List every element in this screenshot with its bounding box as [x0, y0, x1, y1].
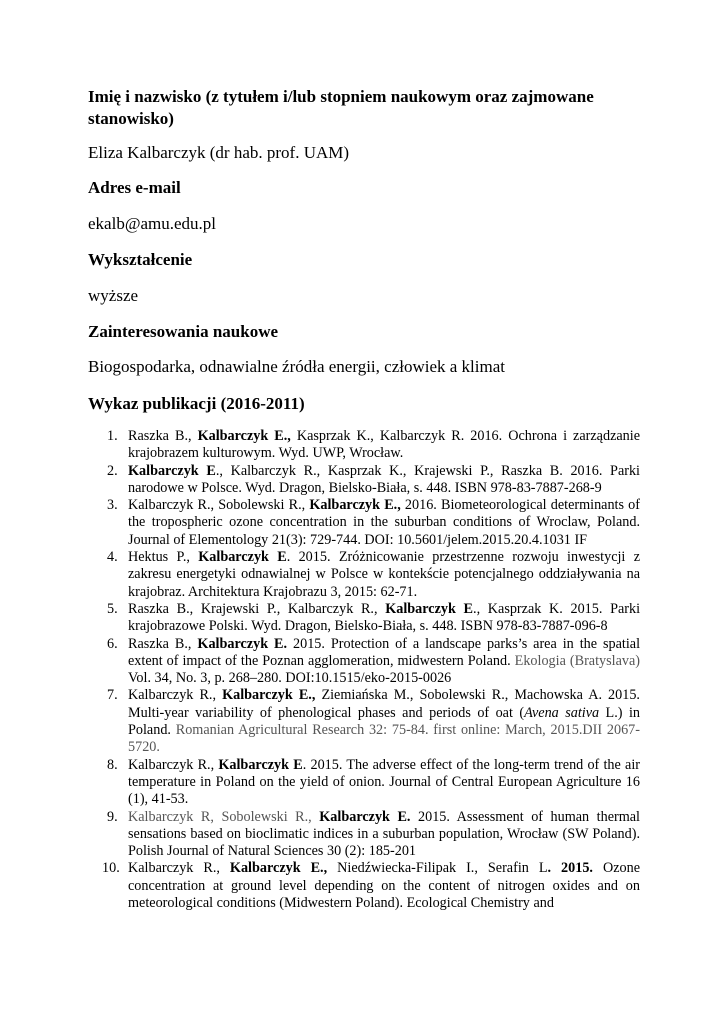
value-email: ekalb@amu.edu.pl [88, 214, 217, 233]
publication-item: 10. Kalbarczyk R., Kalbarczyk E., Niedźwiecka-Filipak I., Serafin L. 2015. Ozone concentration at ground level depending on the content of nitrogen oxides and on meteorological conditions (Midwestern Poland). Ecological Chemistry and [102, 860, 640, 912]
heading-education: Wykształcenie [88, 250, 193, 269]
value-education: wyższe [88, 286, 139, 305]
publication-item: 2. Kalbarczyk E., Kalbarczyk R., Kasprzak K., Krajewski P., Raszka B. 2016. Parki narodowe w Polsce. Wyd. Dragon, Bielsko-Biała, s. 448. ISBN 978-83-7887-268-9 [107, 462, 640, 496]
heading-interests: Zainteresowania naukowe [88, 322, 279, 341]
value-interests: Biogospodarka, odnawialne źródła energii, człowiek a klimat [88, 357, 505, 376]
publication-item: 1. Raszka B., Kalbarczyk E., Kasprzak K., Kalbarczyk R. 2016. Ochrona i zarządzanie krajobrazem kulturowym. Wyd. UWP, Wrocław. [107, 428, 640, 462]
heading-name: Imię i nazwisko (z tytułem i/lub stopniem naukowym oraz zajmowane stanowisko) [88, 87, 594, 128]
publication-item: 4. Hektus P., Kalbarczyk E. 2015. Zróżnicowanie przestrzenne rozwoju inwestycji z zakresu energetyki odnawialnej w Polsce w kontekście potencjalnego oddziaływania na krajobraz. Architektura Krajobrazu 3, 2015: 62-71. [107, 549, 640, 600]
publication-list [88, 428, 640, 912]
publication-item: 9. Kalbarczyk R, Sobolewski R., Kalbarczyk E. 2015. Assessment of human thermal sensations based on bioclimatic indices in a suburban population, Wrocław (SW Poland). Polish Journal of Natural Sciences 30 (2): 185-201 [107, 808, 640, 860]
publication-item: 6. Raszka B., Kalbarczyk E. 2015. Protection of a landscape parks’s area in the spatial extent of impact of the Poznan agglomeration, midwestern Poland. Ekologia (Bratyslava) Vol. 34, No. 3, p. 268–280. DOI:10.1515/eko-2015-0026 [107, 635, 641, 687]
publication-item: 8. Kalbarczyk R., Kalbarczyk E. 2015. The adverse effect of the long-term trend of the air temperature in Poland on the yield of onion. Journal of Central European Agriculture 16 (1), 41-53. [107, 756, 640, 808]
heading-publications: Wykaz publikacji (2016-2011) [88, 394, 305, 413]
heading-email: Adres e-mail [88, 178, 181, 197]
value-name: Eliza Kalbarczyk (dr hab. prof. UAM) [88, 143, 350, 162]
publication-item: 3. Kalbarczyk R., Sobolewski R., Kalbarczyk E., 2016. Biometeorological determinants of the tropospheric ozone concentration in the suburban conditions of Wroclaw, Poland. Journal of Elementology 21(3): 729-744. DOI: 10.5601/jelem.2015.20.4.1031 IF [107, 497, 640, 548]
publication-item: 5. Raszka B., Krajewski P., Kalbarczyk R., Kalbarczyk E., Kasprzak K. 2015. Parki krajobrazowe Polski. Wyd. Dragon, Bielsko-Biała, s. 448. ISBN 978-83-7887-096-8 [107, 600, 641, 635]
publication-item: 7. Kalbarczyk R., Kalbarczyk E., Ziemiańska M., Sobolewski R., Machowska A. 2015. Multi-year variability of phenological phases and periods of oat (Avena sativa L.) in Poland. Romanian Agricultural Research 32: 75-84. first online: March, 2015.DII 2067-5720. [107, 687, 640, 756]
